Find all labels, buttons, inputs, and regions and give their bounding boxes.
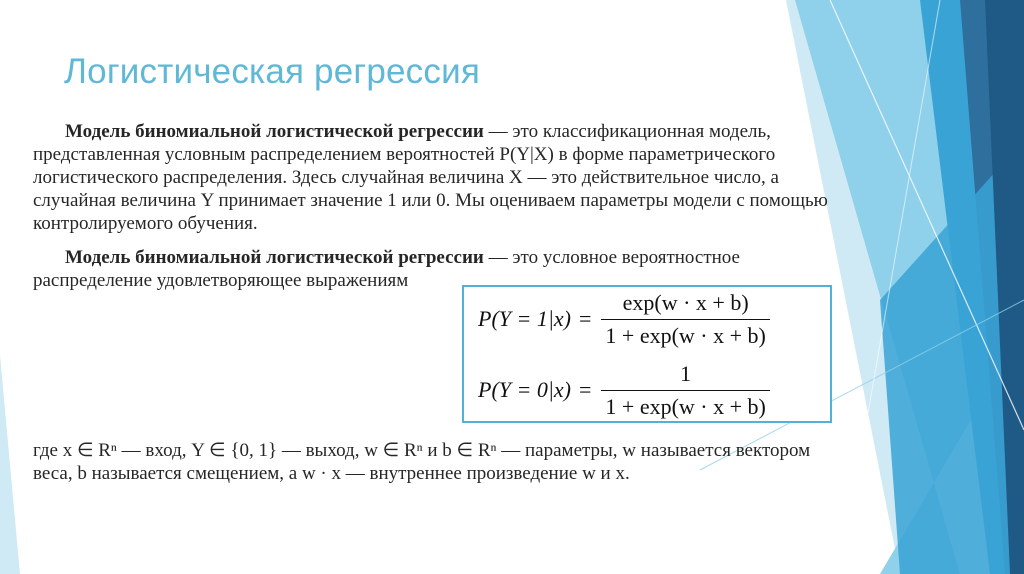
- formula-lhs: P(Y = 1|x): [478, 306, 571, 331]
- formula-denominator: 1 + exp(w · x + b): [601, 390, 769, 420]
- formula-lhs: P(Y = 0|x): [478, 377, 571, 402]
- notation-paragraph: где x ∈ Rⁿ — вход, Y ∈ {0, 1} — выход, w ∈ Rⁿ и b ∈ Rⁿ — параметры, w называется вектором веса, b называется смещением, а w · x — внутреннее произведение w и x.: [33, 440, 811, 484]
- formula-equals: =: [578, 306, 592, 331]
- formula-numerator: 1: [680, 360, 692, 386]
- left-accent-triangle: [0, 355, 20, 574]
- slide-title: Логистическая регрессия: [64, 52, 480, 91]
- formula-numerator: exp(w · x + b): [622, 289, 749, 315]
- formula-y1: [478, 291, 770, 347]
- formula-box: [462, 285, 832, 423]
- definition-paragraph-1: [33, 120, 833, 235]
- formula-fraction: [601, 361, 769, 420]
- defined-term: Модель биномиальной логистической регрессии: [65, 121, 484, 142]
- formula-equals: =: [578, 377, 592, 402]
- definition-text: — это условное вероятностное распределение удовлетворяющее выражениям: [33, 247, 740, 291]
- formula-denominator: 1 + exp(w · x + b): [601, 319, 769, 349]
- defined-term: Модель биномиальной логистической регрессии: [65, 247, 484, 268]
- definition-text: — это классификационная модель, представленная условным распределением вероятностей P(Y|X) в форме параметрического логистического распределения. Здесь случайная величина X — это действительное число, а случайная величина Y принимает значение 1 или 0. Мы оцениваем параметры модели с помощью контролируемого обучения.: [33, 121, 828, 234]
- formula-y0: [478, 362, 770, 418]
- formula-fraction: [601, 290, 769, 349]
